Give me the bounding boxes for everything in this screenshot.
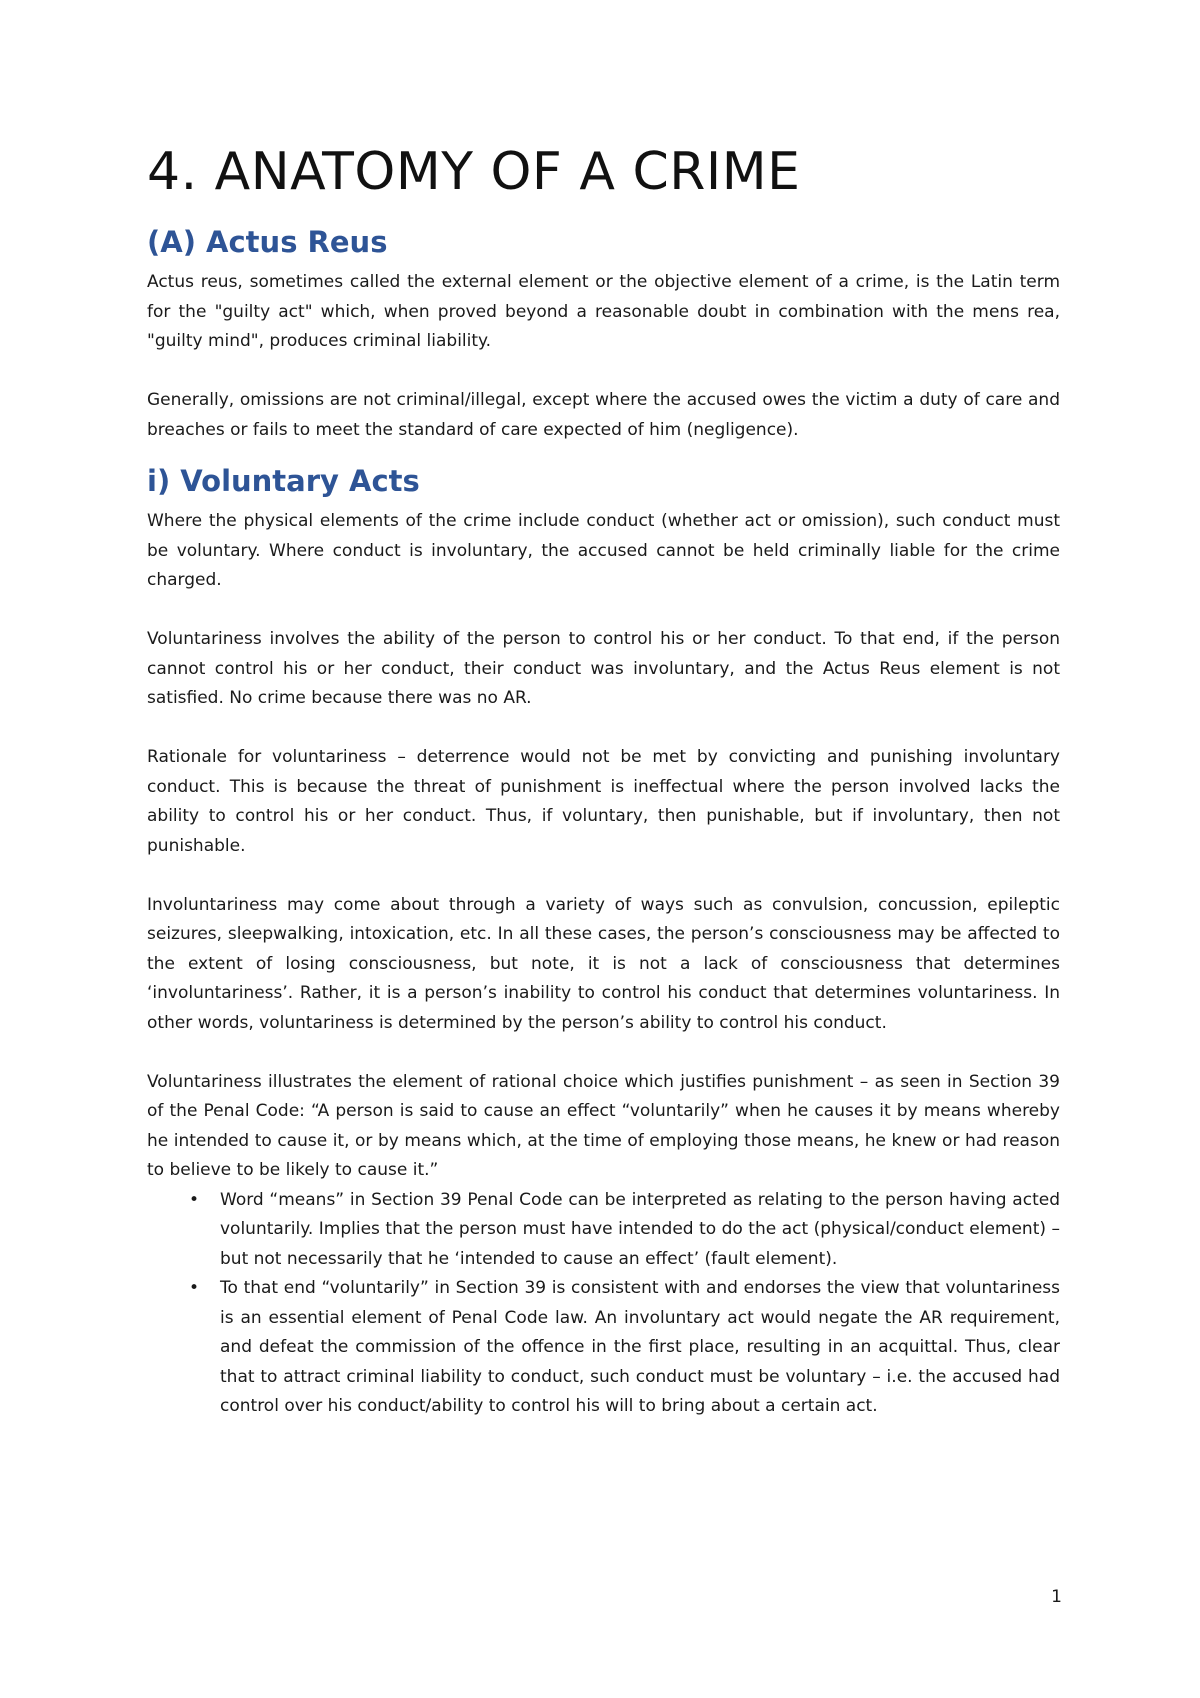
section-voluntary-acts-body: [147, 507, 1060, 1186]
bullet-icon: •: [189, 1189, 200, 1210]
bullet-icon: •: [189, 1278, 200, 1298]
paragraph: Rationale for voluntariness – deterrence would not be met by convicting and punishing involuntary conduct. This is because the threat of punishment is ineffectual where the person involved lacks the ability to control his or her conduct. Thus, if voluntary, then punishable, but if involuntary, then not punishable.: [147, 747, 1060, 856]
section-actus-reus-body: [147, 268, 1060, 445]
section-heading-actus-reus: (A) Actus Reus: [147, 225, 388, 259]
section-heading-voluntary-acts: i) Voluntary Acts: [147, 464, 420, 498]
paragraph: Voluntariness involves the ability of the person to control his or her conduct. To that end, if the person cannot control his or her conduct, their conduct was involuntary, and the Actus Reus element is not satisfied. No crime because there was no AR.: [147, 629, 1060, 708]
document-title: 4. ANATOMY OF A CRIME: [147, 142, 801, 202]
page-number: 1: [1051, 1587, 1062, 1607]
bullet-item: [147, 1274, 1060, 1422]
document-page: [147, 140, 1060, 1422]
paragraph: Actus reus, sometimes called the external element or the objective element of a crime, is the Latin term for the "guilty act" which, when proved beyond a reasonable doubt in combination with the mens rea, "guilty mind", produces criminal liability.: [147, 272, 1060, 351]
bullet-item: [147, 1186, 1060, 1275]
bullet-list: [147, 1186, 1060, 1422]
paragraph: Generally, omissions are not criminal/illegal, except where the accused owes the victim a duty of care and breaches or fails to meet the standard of care expected of him (negligence).: [147, 390, 1060, 440]
paragraph: Involuntariness may come about through a variety of ways such as convulsion, concussion, epileptic seizures, sleepwalking, intoxication, etc. In all these cases, the person’s consciousness may be affected to the extent of losing consciousness, but note, it is not a lack of consciousness that determines ‘involuntariness’. Rather, it is a person’s inability to control his conduct that determines voluntariness. In other words, voluntariness is determined by the person’s ability to control his conduct.: [147, 894, 1060, 1033]
paragraph: Where the physical elements of the crime include conduct (whether act or omission), such conduct must be voluntary. Where conduct is involuntary, the accused cannot be held criminally liable for the crime charged.: [147, 511, 1060, 590]
bullet-text: To that end “voluntarily” in Section 39 is consistent with and endorses the view that voluntariness is an essential element of Penal Code law. An involuntary act would negate the AR requirement, and defeat the commission of the offence in the first place, resulting in an acquittal. Thus, clear that to attract criminal liability to conduct, such conduct must be voluntary – i.e. the accused had control over his conduct/ability to control his will to bring about a certain act.: [220, 1278, 1060, 1416]
bullet-text: Word “means” in Section 39 Penal Code can be interpreted as relating to the person having acted voluntarily. Implies that the person must have intended to do the act (physical/conduct element) – but not necessarily that he ‘intended to cause an effect’ (fault element).: [220, 1189, 1060, 1269]
paragraph: Voluntariness illustrates the element of rational choice which justifies punishment – as seen in Section 39 of the Penal Code: “A person is said to cause an effect “voluntarily” when he causes it by means whereby he intended to cause it, or by means which, at the time of employing those means, he knew or had reason to believe to be likely to cause it.”: [147, 1071, 1060, 1180]
